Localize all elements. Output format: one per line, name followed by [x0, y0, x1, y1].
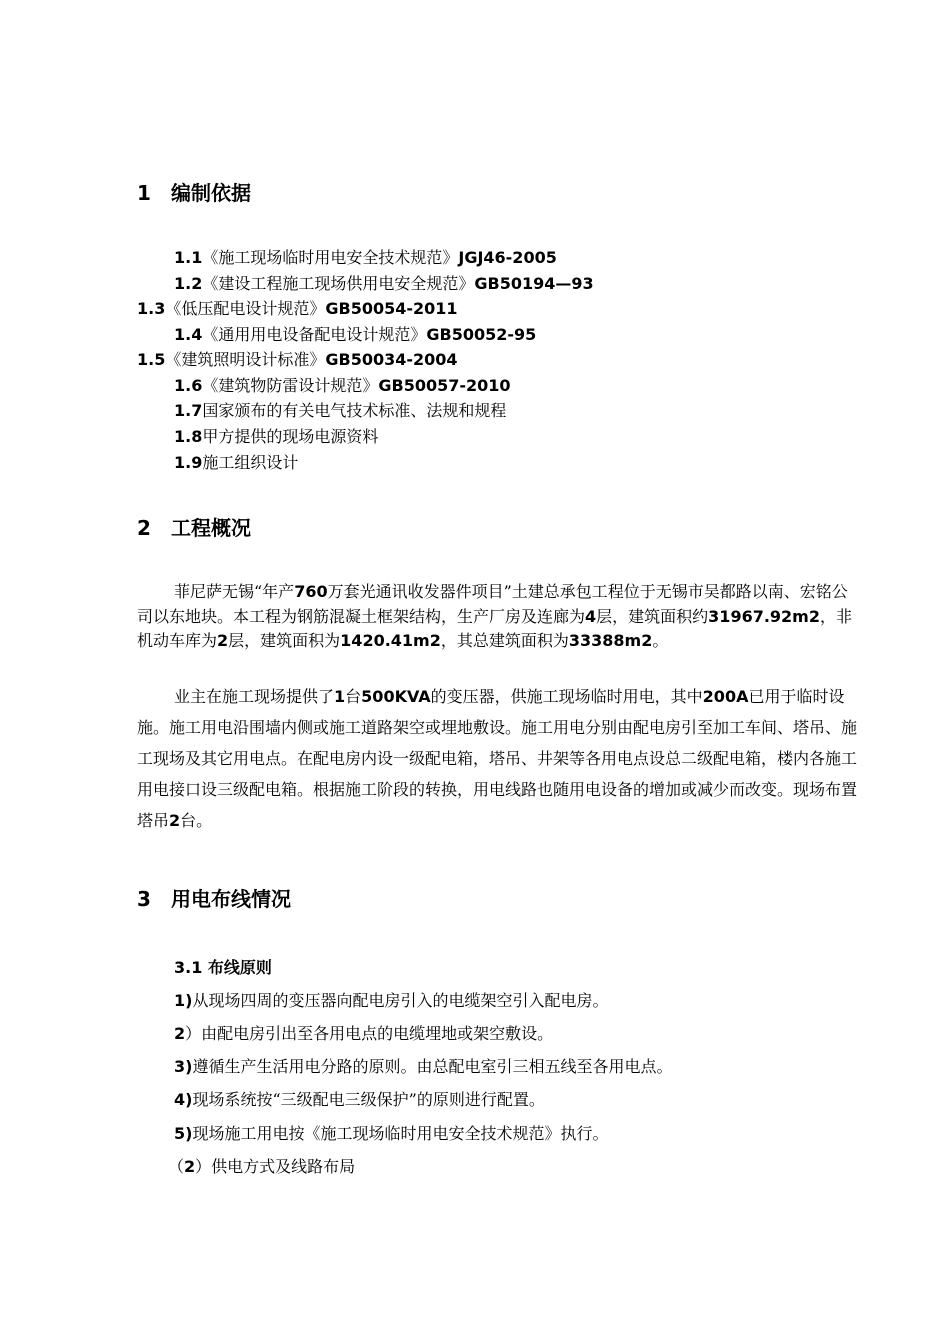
section-number: 3: [137, 887, 151, 911]
basis-item: 1.1《施工现场临时用电安全技术规范》JGJ46-2005: [174, 248, 557, 267]
section-number: 1: [137, 181, 151, 205]
basis-item: 1.4《通用用电设备配电设计规范》GB50052-95: [174, 325, 537, 344]
wiring-item: 3)遵循生产生活用电分路的原则。由总配电室引三相五线至各用电点。: [174, 1057, 673, 1076]
basis-item: 1.9施工组织设计: [174, 453, 299, 472]
wiring-item: 1)从现场四周的变压器向配电房引入的电缆架空引入配电房。: [174, 991, 609, 1010]
section-title: 工程概况: [171, 516, 251, 540]
subsection-title: 3.1 布线原则: [174, 958, 272, 977]
wiring-item: 4)现场系统按“三级配电三级保护”的原则进行配置。: [174, 1090, 545, 1109]
section-number: 2: [137, 516, 151, 540]
basis-item: 1.6《建筑物防雷设计规范》GB50057-2010: [174, 376, 511, 395]
section-heading-2: [137, 512, 251, 541]
wiring-item: 2）由配电房引出至各用电点的电缆埋地或架空敷设。: [174, 1024, 554, 1043]
section-heading-1: [137, 177, 251, 206]
section-title: 用电布线情况: [171, 887, 291, 911]
overview-paragraph-1: 菲尼萨无锡“年产760万套光通讯收发器件项目”土建总承包工程位于无锡市吴都路以南、宏铭公司以东地块。本工程为钢筋混凝土框架结构，生产厂房及连廊为4层，建筑面积约31967.92m2，非机动车库为2层，建筑面积为1420.41m2，其总建筑面积为33388m2。: [137, 582, 852, 650]
wiring-subheading: （2）供电方式及线路布局: [168, 1157, 356, 1176]
basis-item: 1.5《建筑照明设计标准》GB50034-2004: [137, 350, 458, 369]
basis-item: 1.8甲方提供的现场电源资料: [174, 427, 379, 446]
overview-paragraph-2: 业主在施工现场提供了1台500KVA的变压器，供施工现场临时用电，其中200A已用于临时设施。施工用电沿围墙内侧或施工道路架空或埋地敷设。施工用电分别由配电房引至加工车间、塔吊、施工现场及其它用电点。在配电房内设一级配电箱，塔吊、井架等各用电点设总二级配电箱，楼内各施工用电接口设三级配电箱。根据施工阶段的转换，用电线路也随用电设备的增加或减少而改变。现场布置塔吊2台。: [137, 687, 858, 830]
section-title: 编制依据: [171, 181, 251, 205]
basis-item: 1.2《建设工程施工现场供用电安全规范》GB50194—93: [174, 274, 594, 293]
wiring-item: 5)现场施工用电按《施工现场临时用电安全技术规范》执行。: [174, 1124, 609, 1143]
section-heading-3: [137, 883, 291, 912]
basis-item: 1.3《低压配电设计规范》GB50054-2011: [137, 299, 458, 318]
basis-item: 1.7国家颁布的有关电气技术标准、法规和规程: [174, 401, 507, 420]
